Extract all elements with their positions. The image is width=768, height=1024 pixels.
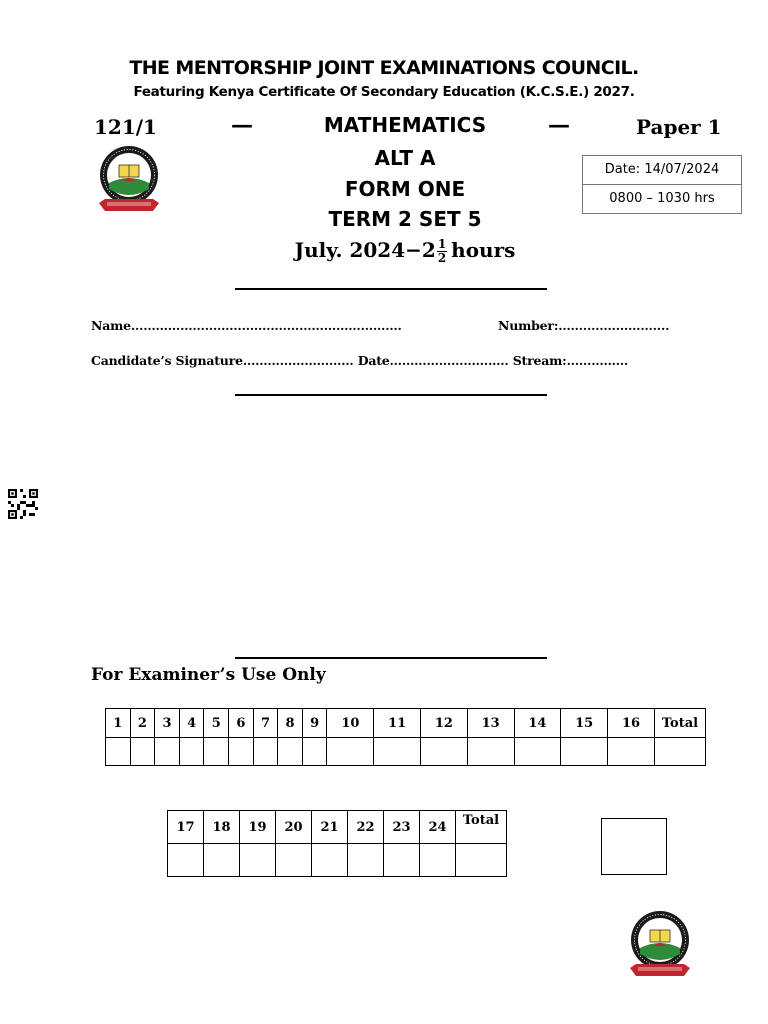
score-entry[interactable] (130, 738, 155, 766)
score-entry[interactable] (327, 738, 374, 766)
duration-fraction (437, 238, 447, 265)
paper-number: Paper 1 (636, 115, 722, 139)
score-entry[interactable] (204, 844, 240, 877)
form-label: FORM ONE (344, 177, 466, 201)
question-cell: 20 (276, 811, 312, 844)
divider-top (235, 288, 547, 290)
paper-code: 121/1 (94, 115, 157, 139)
score-entry[interactable] (276, 844, 312, 877)
council-title: THE MENTORSHIP JOINT EXAMINATIONS COUNCIL. (129, 57, 639, 79)
question-cell: 1 (106, 709, 131, 738)
qr-code-icon (8, 489, 38, 519)
fraction-numerator: 1 (437, 237, 447, 251)
fraction-denominator: 2 (437, 251, 447, 265)
score-entry[interactable] (179, 738, 204, 766)
grand-total-box[interactable] (601, 818, 667, 875)
name-field: Name………………………………..………………………. (91, 318, 402, 333)
total-cell: Total (456, 811, 507, 844)
question-cell: 16 (608, 709, 655, 738)
question-cell: 15 (561, 709, 608, 738)
duration-prefix: July. 2024−2 (294, 238, 436, 262)
score-table-2-header (168, 811, 507, 844)
exam-duration (240, 238, 570, 265)
question-cell: 19 (240, 811, 276, 844)
council-logo-footer (628, 910, 692, 986)
question-cell: 9 (302, 709, 327, 738)
exam-date: Date: 14/07/2024 (604, 162, 720, 177)
total-entry[interactable] (655, 738, 706, 766)
score-entry[interactable] (229, 738, 254, 766)
duration-suffix: hours (451, 238, 516, 262)
divider-bottom (235, 657, 547, 659)
question-cell: 6 (229, 709, 254, 738)
score-entry[interactable] (312, 844, 348, 877)
total-cell: Total (655, 709, 706, 738)
score-entry[interactable] (561, 738, 608, 766)
question-cell: 4 (179, 709, 204, 738)
score-entry[interactable] (204, 738, 229, 766)
score-entry[interactable] (514, 738, 561, 766)
score-table-2 (167, 810, 507, 877)
term-label: TERM 2 SET 5 (328, 207, 482, 231)
council-logo (97, 145, 161, 221)
score-entry[interactable] (168, 844, 204, 877)
total-entry[interactable] (456, 844, 507, 877)
score-entry[interactable] (253, 738, 278, 766)
examiner-heading: For Examiner’s Use Only (91, 665, 326, 685)
question-cell: 2 (130, 709, 155, 738)
score-entry[interactable] (302, 738, 327, 766)
score-entry[interactable] (420, 844, 456, 877)
score-entry[interactable] (106, 738, 131, 766)
exam-time: 0800 – 1030 hrs (583, 184, 741, 213)
score-table-1 (105, 708, 706, 766)
question-cell: 3 (155, 709, 180, 738)
crest-icon (97, 145, 161, 221)
question-cell: 14 (514, 709, 561, 738)
dash-right: — (548, 112, 570, 138)
question-cell: 24 (420, 811, 456, 844)
score-entry[interactable] (384, 844, 420, 877)
number-field: Number:……..…………….... (498, 318, 670, 333)
question-cell: 10 (327, 709, 374, 738)
question-cell: 5 (204, 709, 229, 738)
score-entry[interactable] (374, 738, 421, 766)
score-entry[interactable] (608, 738, 655, 766)
question-cell: 18 (204, 811, 240, 844)
featuring-subtitle: Featuring Kenya Certificate Of Secondary Education (K.C.S.E.) 2027. (133, 84, 635, 100)
score-entry[interactable] (421, 738, 468, 766)
crest-icon (628, 910, 692, 986)
score-table-1-header (106, 709, 706, 738)
score-entry[interactable] (155, 738, 180, 766)
question-cell: 11 (374, 709, 421, 738)
score-entry[interactable] (348, 844, 384, 877)
score-entry[interactable] (467, 738, 514, 766)
date-box (582, 155, 742, 214)
divider-middle (235, 394, 547, 396)
score-entry[interactable] (278, 738, 303, 766)
question-cell: 13 (467, 709, 514, 738)
qr-code (8, 489, 38, 519)
dash-left: — (231, 112, 253, 138)
subject-title: MATHEMATICS (323, 113, 487, 137)
question-cell: 17 (168, 811, 204, 844)
alt-label: ALT A (374, 146, 436, 170)
question-cell: 7 (253, 709, 278, 738)
score-entry[interactable] (240, 844, 276, 877)
question-cell: 22 (348, 811, 384, 844)
question-cell: 8 (278, 709, 303, 738)
question-cell: 21 (312, 811, 348, 844)
score-table-1-scores (106, 738, 706, 766)
score-table-2-scores (168, 844, 507, 877)
signature-field: Candidate’s Signature……………………… Date……………………….. Stream:…………… (91, 353, 629, 368)
question-cell: 23 (384, 811, 420, 844)
question-cell: 12 (421, 709, 468, 738)
